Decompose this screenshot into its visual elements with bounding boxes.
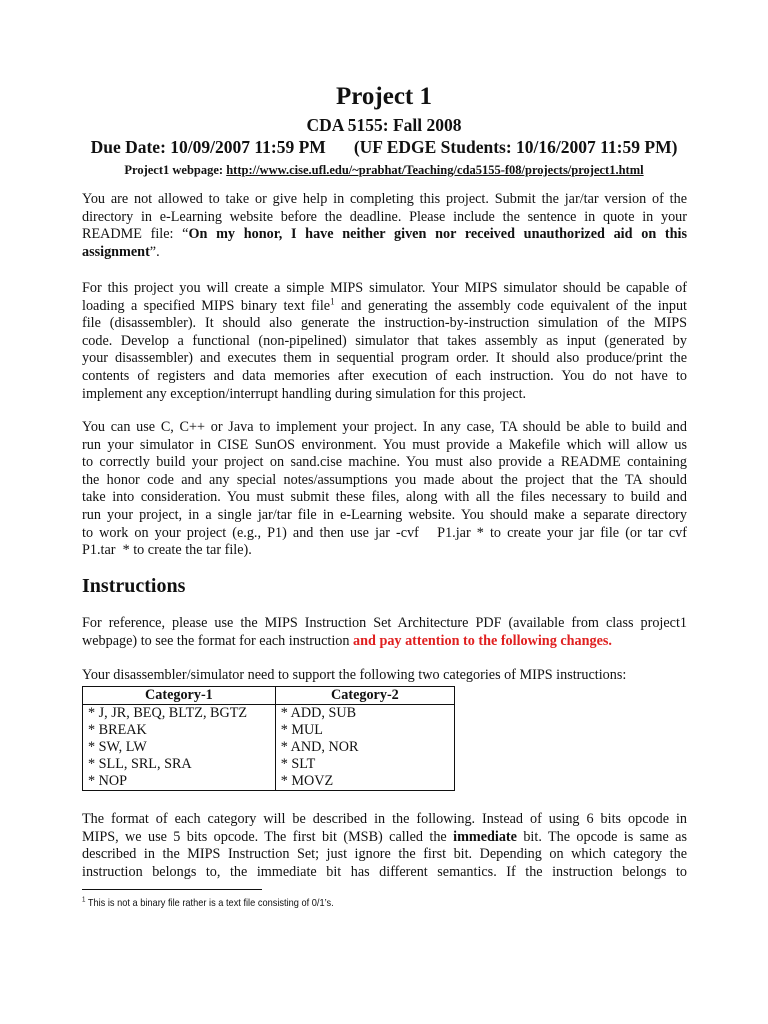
table-cell: * BREAK — [83, 722, 276, 739]
webpage-line — [0, 162, 768, 178]
table-cell: * ADD, SUB — [275, 705, 454, 723]
paragraph-line: instruction belongs to, the immediate bit has different semantics. If the instruction belongs to — [82, 863, 687, 880]
footnote-text: This is not a binary file rather is a text file consisting of 0/1’s. — [85, 897, 334, 909]
paragraph-line — [82, 295, 687, 316]
paragraph-text: and generating the assembly code equivalent of the input — [334, 297, 687, 314]
readme-prefix: README file: “ — [82, 226, 189, 243]
table-row — [83, 739, 455, 756]
paragraph-line: to work on your project (e.g., P1) and then use jar -cvf P1.jar * to create your jar file (or tar cvf — [82, 524, 687, 541]
immediate-term: immediate — [453, 828, 517, 845]
footnote-marker: 1 — [82, 896, 86, 904]
table-cell: * SLL, SRL, SRA — [83, 756, 276, 773]
table-row — [83, 722, 455, 739]
paragraph-line: run your simulator in CISE SunOS environment. You must provide a Makefile which will allow us — [82, 436, 687, 453]
paragraph-text: loading a specified MIPS binary text file — [82, 297, 331, 314]
simulator-paragraph — [82, 280, 687, 403]
paragraph-text: webpage) to see the format for each instruction — [82, 632, 354, 649]
paragraph-line: P1.tar * to create the tar file). — [82, 542, 252, 559]
paragraph-line — [82, 244, 687, 262]
paragraph-line: implement any exception/interrupt handling during simulation for this project. — [82, 385, 527, 402]
table-cell: * SLT — [275, 756, 454, 773]
instruction-categories-table — [82, 686, 455, 791]
table-cell: * NOP — [83, 773, 276, 791]
paragraph-text: bit. The opcode is same as — [516, 828, 687, 845]
paragraph-line: You are not allowed to take or give help in completing this project. Submit the jar/tar version of the — [82, 191, 687, 207]
webpage-label: Project1 webpage: — [124, 163, 224, 177]
paragraph-line: For this project you will create a simple MIPS simulator. Your MIPS simulator should be capable of — [82, 280, 687, 296]
honor-statement-part1: On my honor, I have neither given nor received unauthorized aid on this — [188, 226, 687, 243]
paragraph-line: Your disassembler/simulator need to support the following two categories of MIPS instructions: — [82, 667, 627, 683]
footnote-divider — [82, 889, 262, 890]
paragraph-line — [82, 829, 687, 847]
due-date: Due Date: 10/09/2007 11:59 PM — [90, 137, 326, 157]
table-cell: * MUL — [275, 722, 454, 739]
table-row — [83, 756, 455, 773]
paragraph-line: file (disassembler). It should also generate the instruction-by-instruction simulation of the MIPS — [82, 315, 687, 332]
paragraph-line: You can use C, C++ or Java to implement your project. In any case, TA should be able to build and — [82, 419, 687, 435]
reference-paragraph — [82, 615, 687, 650]
table-cell: * AND, NOR — [275, 739, 454, 756]
format-paragraph — [82, 811, 687, 881]
highlighted-note: and pay attention to the following changes. — [353, 632, 612, 649]
course-subtitle: CDA 5155: Fall 2008 — [306, 115, 462, 135]
language-paragraph — [82, 419, 687, 560]
page-title: Project 1 — [335, 83, 432, 110]
support-paragraph — [82, 667, 687, 685]
table-cell: * SW, LW — [83, 739, 276, 756]
project-webpage-link[interactable]: http://www.cise.ufl.edu/~prabhat/Teaching/cda5155-f08/projects/project1.html — [226, 163, 644, 177]
paragraph-line: code. Develop a functional (non-pipelined) simulator that takes assembly as input (generated by — [82, 332, 687, 349]
due-date-line — [0, 137, 768, 157]
paragraph-line: The format of each category will be described in the following. Instead of using 6 bits opcode in — [82, 811, 687, 827]
paragraph-line: to correctly build your project on sand.cise machine. You must also provide a README containing — [82, 454, 687, 471]
paragraph-line — [82, 226, 687, 244]
table-cell: * J, JR, BEQ, BLTZ, BGTZ — [83, 705, 276, 723]
table-row — [83, 705, 455, 723]
footnote — [82, 896, 334, 910]
paragraph-line — [82, 633, 687, 651]
table-header-category-1: Category-1 — [83, 687, 276, 705]
table-header-category-2: Category-2 — [275, 687, 454, 705]
paragraph-line: run your project, in a single jar/tar file in e-Learning website. You should make a separate directory — [82, 506, 687, 523]
table-cell: * MOVZ — [275, 773, 454, 791]
paragraph-line: the honor code and any special notes/assumptions you made about the project that the TA should — [82, 471, 687, 488]
table-row — [83, 773, 455, 791]
honor-suffix: ”. — [149, 243, 160, 260]
paragraph-line: contents of registers and data memories after execution of each instruction. You do not have to — [82, 367, 687, 384]
intro-paragraph — [82, 191, 687, 261]
instructions-heading: Instructions — [82, 575, 186, 597]
paragraph-line: described in the MIPS Instruction Set; just ignore the first bit. Depending on which category the — [82, 846, 687, 863]
paragraph-line: directory in e-Learning website before the deadline. Please include the sentence in quote in your — [82, 208, 687, 225]
table-header-row — [83, 687, 455, 705]
edge-due-date: (UF EDGE Students: 10/16/2007 11:59 PM) — [353, 137, 678, 157]
paragraph-text: MIPS, we use 5 bits opcode. The first bit (MSB) called the — [82, 828, 454, 845]
footnote-ref: 1 — [330, 295, 335, 306]
paragraph-line: take into consideration. You must submit these files, along with all the files necessary to build and — [82, 489, 687, 506]
paragraph-line: your disassembler) and executes them in sequential program order. It should also produce/print the — [82, 350, 687, 367]
honor-statement-part2: assignment — [82, 243, 150, 260]
paragraph-line: For reference, please use the MIPS Instruction Set Architecture PDF (available from class project1 — [82, 615, 687, 631]
